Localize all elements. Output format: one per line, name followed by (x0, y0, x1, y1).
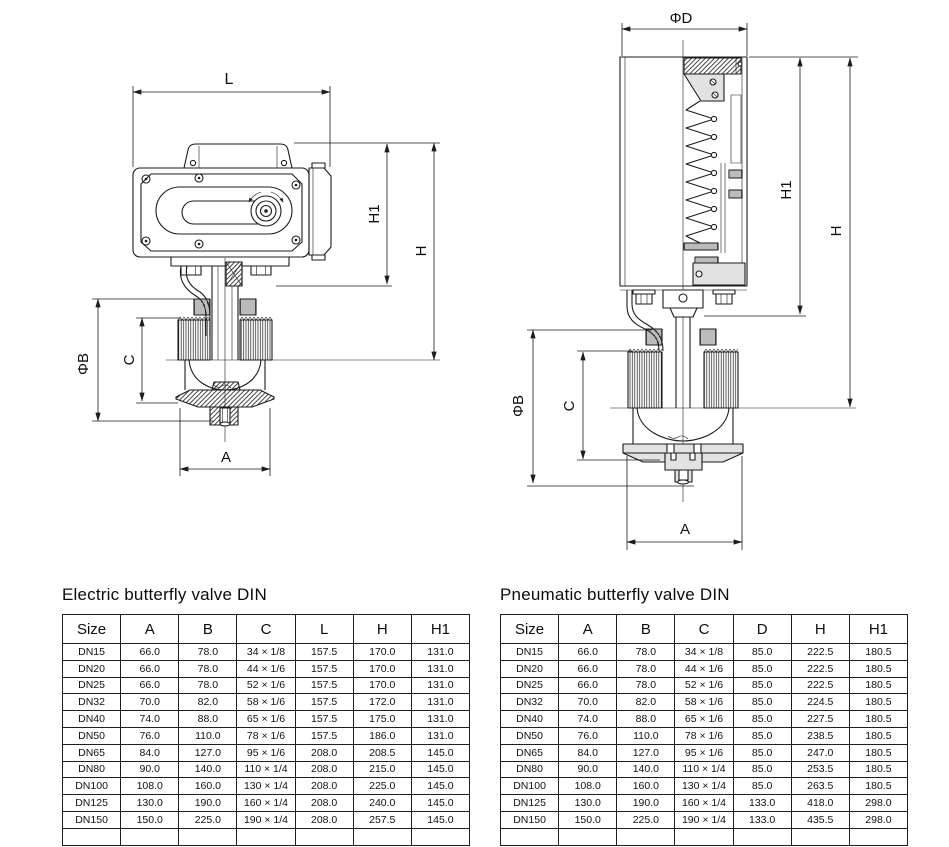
table-cell: 190.0 (179, 795, 237, 812)
column-header: H (353, 615, 411, 644)
table-cell: 131.0 (411, 660, 469, 677)
table-cell: 208.0 (295, 811, 353, 828)
cylinder-cap-section (684, 58, 741, 74)
table-cell: 70.0 (121, 694, 179, 711)
table-cell: 253.5 (791, 761, 849, 778)
table-cell: 172.0 (353, 694, 411, 711)
table-cell: DN15 (63, 644, 121, 661)
dim-label-H: H (413, 245, 430, 257)
table-cell: 160 × 1/4 (675, 795, 733, 812)
table-cell: 85.0 (733, 744, 791, 761)
table-cell: 215.0 (353, 761, 411, 778)
table-cell: 90.0 (121, 761, 179, 778)
table-row (501, 711, 908, 728)
table-cell: 108.0 (559, 778, 617, 795)
table-cell: 110 × 1/4 (675, 761, 733, 778)
table-cell: DN32 (63, 694, 121, 711)
column-header: B (617, 615, 675, 644)
gland-nut (240, 299, 256, 315)
table-cell: 157.5 (295, 694, 353, 711)
table-cell: 88.0 (617, 711, 675, 728)
column-header: C (237, 615, 295, 644)
table-cell: 208.0 (295, 795, 353, 812)
dim-label-L: L (224, 71, 234, 88)
header-row (501, 615, 908, 644)
table-cell: 130.0 (121, 795, 179, 812)
table-row (501, 660, 908, 677)
table-cell: 66.0 (559, 660, 617, 677)
table-cell: 131.0 (411, 727, 469, 744)
table-cell: 78 × 1/6 (237, 727, 295, 744)
table-cell: 66.0 (121, 677, 179, 694)
table-cell: 82.0 (179, 694, 237, 711)
column-header: D (733, 615, 791, 644)
table-cell: 52 × 1/6 (237, 677, 295, 694)
table-cell: 190 × 1/4 (237, 811, 295, 828)
table-cell: 157.5 (295, 660, 353, 677)
column-header: L (295, 615, 353, 644)
table-cell: 110.0 (617, 727, 675, 744)
table-cell: 157.5 (295, 711, 353, 728)
thread-section (704, 352, 738, 408)
table-cell: 208.0 (295, 761, 353, 778)
table-cell (501, 828, 559, 845)
dim-phiD (622, 10, 747, 56)
electric-spec-table (62, 614, 470, 846)
table-cell: 180.5 (849, 677, 907, 694)
column-header: C (675, 615, 733, 644)
table-cell (791, 828, 849, 845)
table-cell: 222.5 (791, 660, 849, 677)
table-cell: 131.0 (411, 677, 469, 694)
table-cell: 298.0 (849, 795, 907, 812)
electric-table-section (62, 585, 471, 846)
table-cell: 160.0 (179, 778, 237, 795)
gland-nut (194, 299, 210, 315)
column-header: H (791, 615, 849, 644)
table-cell: 131.0 (411, 694, 469, 711)
table-cell: 66.0 (559, 677, 617, 694)
table-row (501, 677, 908, 694)
table-cell: 225.0 (353, 778, 411, 795)
table-cell: 58 × 1/6 (675, 694, 733, 711)
thread-section (240, 320, 272, 360)
table-cell: 85.0 (733, 660, 791, 677)
table-row (63, 727, 470, 744)
table-cell: 222.5 (791, 644, 849, 661)
table-row (501, 727, 908, 744)
table-cell: 240.0 (353, 795, 411, 812)
table-row (63, 744, 470, 761)
table-cell: DN100 (63, 778, 121, 795)
table-cell: 58 × 1/6 (237, 694, 295, 711)
table-cell (63, 828, 121, 845)
valve-seat (623, 444, 743, 453)
table-row (63, 694, 470, 711)
dim-label-phiB: ΦB (75, 353, 92, 375)
table-cell: 76.0 (559, 727, 617, 744)
table-cell: 145.0 (411, 811, 469, 828)
table-cell: 224.5 (791, 694, 849, 711)
table-cell: 190.0 (617, 795, 675, 812)
electric-valve-drawing (75, 71, 440, 476)
pneumatic-spec-table (500, 614, 908, 846)
table-cell: 180.5 (849, 727, 907, 744)
column-header: A (559, 615, 617, 644)
dim-label-H: H (828, 225, 845, 237)
table-cell: 78.0 (617, 644, 675, 661)
table-cell: 133.0 (733, 811, 791, 828)
table-cell: 34 × 1/8 (675, 644, 733, 661)
table-cell: DN32 (501, 694, 559, 711)
table-cell: 208.0 (295, 778, 353, 795)
table-cell (617, 828, 675, 845)
table-cell: 145.0 (411, 744, 469, 761)
table-cell: DN80 (501, 761, 559, 778)
table-cell: 170.0 (353, 644, 411, 661)
table-cell: 435.5 (791, 811, 849, 828)
table-cell: DN100 (501, 778, 559, 795)
column-header: H1 (411, 615, 469, 644)
table-cell: 85.0 (733, 778, 791, 795)
table-cell: 180.5 (849, 744, 907, 761)
gland-nut (646, 329, 662, 345)
position-indicator-knob (249, 192, 283, 226)
table-cell: 180.5 (849, 778, 907, 795)
table-cell: 85.0 (733, 761, 791, 778)
table-cell: 227.5 (791, 711, 849, 728)
pneumatic-actuator (620, 40, 747, 502)
table-cell: 78.0 (617, 677, 675, 694)
table-cell: 127.0 (179, 744, 237, 761)
gland-nut (700, 329, 716, 345)
pneumatic-table-title: Pneumatic butterfly valve DIN (500, 585, 730, 604)
table-cell: 180.5 (849, 761, 907, 778)
thread-section (178, 320, 210, 360)
table-cell: 225.0 (617, 811, 675, 828)
dim-H-pneumatic (749, 57, 858, 407)
table-cell: 140.0 (179, 761, 237, 778)
table-cell: 78.0 (179, 660, 237, 677)
table-cell: 225.0 (179, 811, 237, 828)
table-cell: 247.0 (791, 744, 849, 761)
table-cell: 157.5 (295, 644, 353, 661)
table-cell: 44 × 1/6 (675, 660, 733, 677)
table-cell: 85.0 (733, 711, 791, 728)
table-row (63, 644, 470, 661)
table-cell: 180.5 (849, 660, 907, 677)
table-cell (237, 828, 295, 845)
table-cell (733, 828, 791, 845)
dim-H-electric (294, 143, 440, 360)
table-cell: 78.0 (179, 677, 237, 694)
table-cell (353, 828, 411, 845)
table-cell: 95 × 1/6 (237, 744, 295, 761)
table-cell: 78.0 (179, 644, 237, 661)
table-cell: 175.0 (353, 711, 411, 728)
table-cell: 170.0 (353, 677, 411, 694)
pneumatic-table-section (500, 585, 909, 846)
table-cell: 78 × 1/6 (675, 727, 733, 744)
table-row (501, 694, 908, 711)
table-cell: 110 × 1/4 (237, 761, 295, 778)
table-cell: 130.0 (559, 795, 617, 812)
table-cell: 82.0 (617, 694, 675, 711)
dim-label-A: A (679, 521, 691, 538)
piston-section (684, 74, 724, 101)
table-cell: 145.0 (411, 778, 469, 795)
table-row (63, 795, 470, 812)
table-row (501, 828, 908, 845)
table-cell (675, 828, 733, 845)
table-cell (295, 828, 353, 845)
table-row (63, 811, 470, 828)
column-header: Size (501, 615, 559, 644)
table-cell: 95 × 1/6 (675, 744, 733, 761)
column-header: B (179, 615, 237, 644)
electric-table-title: Electric butterfly valve DIN (62, 585, 267, 604)
table-cell: DN40 (501, 711, 559, 728)
table-cell: 74.0 (121, 711, 179, 728)
spring-coil (686, 101, 714, 243)
table-row (63, 828, 470, 845)
table-cell: DN125 (501, 795, 559, 812)
dim-label-H1: H1 (366, 204, 383, 224)
table-cell: DN40 (63, 711, 121, 728)
table-cell: DN125 (63, 795, 121, 812)
table-cell: 180.5 (849, 694, 907, 711)
table-cell: 208.0 (295, 744, 353, 761)
table-row (501, 795, 908, 812)
dim-label-phiB: ΦB (510, 395, 527, 417)
table-cell: 298.0 (849, 811, 907, 828)
table-cell: 418.0 (791, 795, 849, 812)
table-cell: 65 × 1/6 (675, 711, 733, 728)
table-cell: 88.0 (179, 711, 237, 728)
table-cell: 263.5 (791, 778, 849, 795)
table-cell: 130 × 1/4 (675, 778, 733, 795)
table-cell: DN150 (501, 811, 559, 828)
table-cell: 160 × 1/4 (237, 795, 295, 812)
table-cell: 65 × 1/6 (237, 711, 295, 728)
table-cell: 66.0 (121, 660, 179, 677)
table-cell: 238.5 (791, 727, 849, 744)
dim-L (133, 71, 330, 167)
table-cell: 108.0 (121, 778, 179, 795)
table-row (63, 677, 470, 694)
table-row (63, 711, 470, 728)
table-cell: 131.0 (411, 711, 469, 728)
table-cell: DN20 (501, 660, 559, 677)
table-cell: 257.5 (353, 811, 411, 828)
pneumatic-valve-body (610, 349, 856, 484)
table-cell (849, 828, 907, 845)
table-cell: DN80 (63, 761, 121, 778)
thread-section (628, 352, 662, 408)
table-cell: 157.5 (295, 677, 353, 694)
table-cell (179, 828, 237, 845)
table-cell (121, 828, 179, 845)
table-cell: 145.0 (411, 761, 469, 778)
table-cell: 157.5 (295, 727, 353, 744)
dim-label-phiD: ΦD (669, 10, 693, 27)
header-row (63, 615, 470, 644)
table-cell: 85.0 (733, 644, 791, 661)
table-cell: 190 × 1/4 (675, 811, 733, 828)
valve-seat-section (176, 390, 274, 407)
table-cell: DN50 (501, 727, 559, 744)
column-header: H1 (849, 615, 907, 644)
table-cell: 150.0 (121, 811, 179, 828)
table-cell: 180.5 (849, 711, 907, 728)
table-row (501, 761, 908, 778)
table-cell (559, 828, 617, 845)
column-header: Size (63, 615, 121, 644)
table-cell: DN20 (63, 660, 121, 677)
table-cell: 208.5 (353, 744, 411, 761)
table-cell: 74.0 (559, 711, 617, 728)
table-cell: DN50 (63, 727, 121, 744)
table-cell: DN25 (501, 677, 559, 694)
column-header: A (121, 615, 179, 644)
pneumatic-valve-drawing (510, 10, 858, 550)
table-cell: DN25 (63, 677, 121, 694)
table-cell: 170.0 (353, 660, 411, 677)
table-cell: 160.0 (617, 778, 675, 795)
table-cell: 150.0 (559, 811, 617, 828)
table-cell: 66.0 (559, 644, 617, 661)
table-cell: 130 × 1/4 (237, 778, 295, 795)
table-cell: 145.0 (411, 795, 469, 812)
table-cell: 84.0 (559, 744, 617, 761)
table-cell: 180.5 (849, 644, 907, 661)
table-cell: 133.0 (733, 795, 791, 812)
table-cell: 85.0 (733, 727, 791, 744)
table-cell: 186.0 (353, 727, 411, 744)
table-cell: DN65 (63, 744, 121, 761)
table-row (63, 761, 470, 778)
table-row (501, 811, 908, 828)
dim-label-C: C (561, 400, 578, 412)
electric-actuator (133, 144, 331, 360)
table-cell: 127.0 (617, 744, 675, 761)
table-cell: DN15 (501, 644, 559, 661)
dim-H1-electric (276, 144, 392, 286)
table-row (501, 744, 908, 761)
dim-label-A: A (220, 449, 232, 466)
table-row (63, 778, 470, 795)
spring-wire-sections (711, 116, 716, 229)
table-row (63, 660, 470, 677)
table-cell: 140.0 (617, 761, 675, 778)
table-cell: 66.0 (121, 644, 179, 661)
table-cell: 222.5 (791, 677, 849, 694)
table-cell: 90.0 (559, 761, 617, 778)
table-cell (411, 828, 469, 845)
table-row (501, 644, 908, 661)
table-cell: 85.0 (733, 694, 791, 711)
dim-label-C: C (121, 354, 138, 366)
table-cell: 34 × 1/8 (237, 644, 295, 661)
table-cell: 70.0 (559, 694, 617, 711)
table-cell: 78.0 (617, 660, 675, 677)
table-cell: 131.0 (411, 644, 469, 661)
table-cell: 76.0 (121, 727, 179, 744)
table-cell: DN65 (501, 744, 559, 761)
table-row (501, 778, 908, 795)
dim-C-electric (121, 318, 181, 403)
table-cell: 44 × 1/6 (237, 660, 295, 677)
table-cell: DN150 (63, 811, 121, 828)
table-cell: 110.0 (179, 727, 237, 744)
table-cell: 52 × 1/6 (675, 677, 733, 694)
table-cell: 85.0 (733, 677, 791, 694)
dim-label-H1: H1 (778, 180, 795, 200)
table-cell: 84.0 (121, 744, 179, 761)
